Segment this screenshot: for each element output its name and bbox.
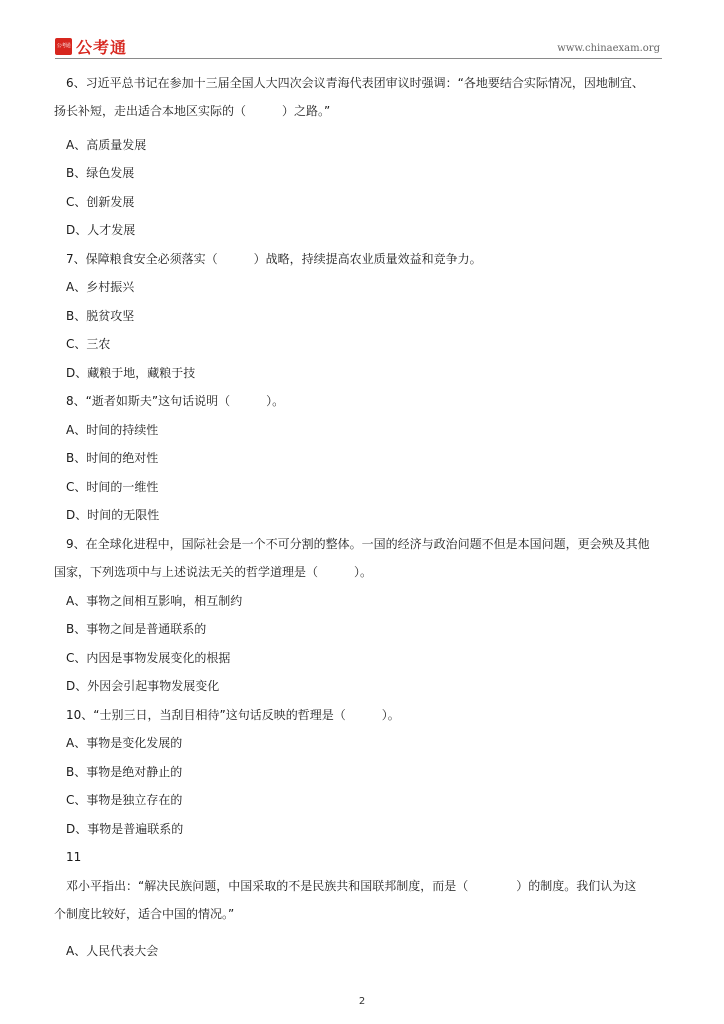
q11-stem-line-2: 个制度比较好，适合中国的情况。” [54, 907, 235, 921]
q6-stem-line-2: 扬长补短，走出适合本地区实际的（ ）之路。” [54, 104, 331, 118]
q10-option-a: A、事物是变化发展的 [66, 736, 183, 750]
q10-option-b: B、事物是绝对静止的 [66, 765, 183, 779]
q8-option-a: A、时间的持续性 [66, 423, 159, 437]
header-divider [55, 58, 662, 59]
logo-text: 公考通 [76, 38, 128, 57]
q9-option-d: D、外因会引起事物发展变化 [66, 679, 220, 693]
q6-option-c: C、创新发展 [66, 195, 135, 209]
logo-badge-icon: 公考通 [55, 38, 72, 55]
q11-stem-line-1: 邓小平指出：“解决民族问题，中国采取的不是民族共和国联邦制度，而是（ ）的制度。我们认为这 [66, 879, 637, 893]
q7-option-d: D、藏粮于地，藏粮于技 [66, 366, 196, 380]
q8-option-d: D、时间的无限性 [66, 508, 160, 522]
q6-option-b: B、绿色发展 [66, 166, 135, 180]
q10-option-c: C、事物是独立存在的 [66, 793, 183, 807]
q6-option-a: A、高质量发展 [66, 138, 147, 152]
q7-stem: 7、保障粮食安全必须落实（ ）战略，持续提高农业质量效益和竞争力。 [66, 252, 482, 266]
q9-stem-line-2: 国家，下列选项中与上述说法无关的哲学道理是（ ）。 [54, 565, 373, 579]
page-number: 2 [358, 996, 366, 1007]
site-url[interactable]: www.chinaexam.org [557, 43, 660, 54]
q7-option-b: B、脱贫攻坚 [66, 309, 135, 323]
q9-option-c: C、内因是事物发展变化的根据 [66, 651, 231, 665]
q8-stem: 8、“逝者如斯夫”这句话说明（ ）。 [66, 394, 285, 408]
q11-option-a: A、人民代表大会 [66, 944, 159, 958]
q6-stem-line-1: 6、习近平总书记在参加十三届全国人大四次会议青海代表团审议时强调：“各地要结合实际情况，因地制宜、 [66, 76, 644, 90]
q10-stem: 10、“士别三日，当刮目相待”这句话反映的哲理是（ ）。 [66, 708, 400, 722]
q6-option-d: D、人才发展 [66, 223, 136, 237]
q11-number: 11 [66, 850, 82, 864]
page-header [55, 33, 662, 61]
logo[interactable] [55, 35, 127, 58]
q7-option-c: C、三农 [66, 337, 111, 351]
q8-option-c: C、时间的一维性 [66, 480, 159, 494]
q9-stem-line-1: 9、在全球化进程中，国际社会是一个不可分割的整体。一国的经济与政治问题不但是本国问题，更会殃及其他 [66, 537, 650, 551]
q8-option-b: B、时间的绝对性 [66, 451, 159, 465]
q7-option-a: A、乡村振兴 [66, 280, 135, 294]
q9-option-a: A、事物之间相互影响，相互制约 [66, 594, 243, 608]
q10-option-d: D、事物是普遍联系的 [66, 822, 184, 836]
q9-option-b: B、事物之间是普通联系的 [66, 622, 207, 636]
